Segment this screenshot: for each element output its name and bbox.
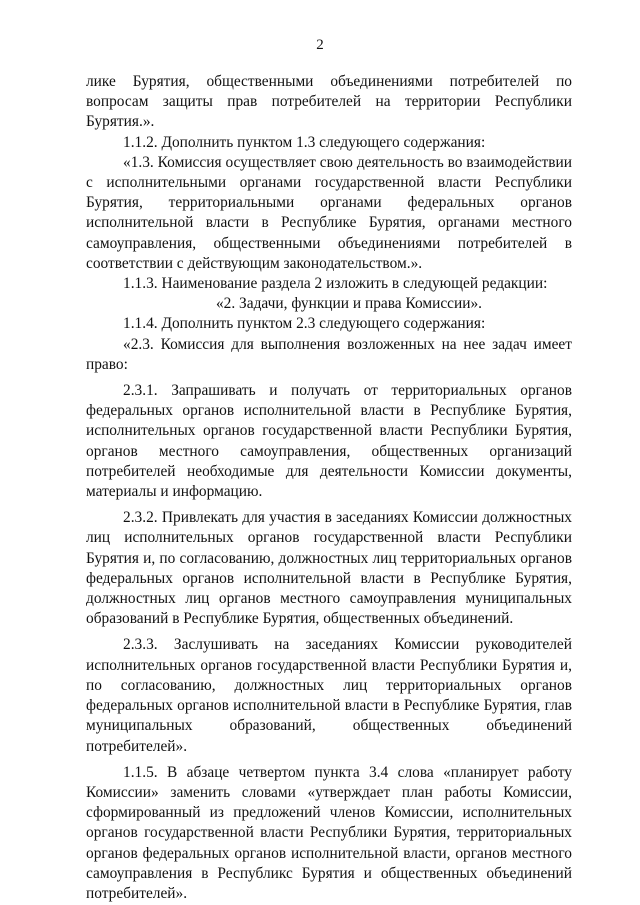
paragraph-1-1-3: 1.1.3. Наименование раздела 2 изложить в следующей редакции: [123, 275, 548, 293]
page-number: 2 [316, 37, 324, 53]
paragraph-2-3-2: 2.3.2. Привлекать для участия в заседаниях Комиссии должностных лиц исполнительных органов государственной власти Республики Бурятия и, по согласованию, должностных лиц территориальных органов федеральных органов исполнительной власти в Республике Бурятия, должностных лиц органов местного самоуправления муниципальных образований в Республике Бурятия, общественных объединений. [86, 509, 572, 628]
paragraph-1-1-2: 1.1.2. Дополнить пунктом 1.3 следующего содержания: [123, 133, 486, 151]
paragraph-2-3-1: 2.3.1. Запрашивать и получать от территориальных органов федеральных органов исполнительной власти в Республике Бурятия, исполнительных органов государственной власти Республики Бурятия, органов местного самоуправления, общественных организаций потребителей необходимые для деятельности Комиссии документы, материалы и информацию. [86, 382, 572, 501]
paragraph-continuation: лике Бурятия, общественными объединениями потребителей по вопросам защиты прав потребителей на территории Республики Бурятия.». [86, 73, 572, 131]
paragraph-2-3-quote: «2.3. Комиссия для выполнения возложенных на нее задач имеет право: [86, 335, 572, 373]
document-body [86, 72, 572, 904]
paragraph-1-1-5: 1.1.5. В абзаце четвертом пункта 3.4 слова «планирует работу Комиссии» заменить словами «утверждает план работы Комиссии, сформированный из предложений членов Комиссии, исполнительных органов государственной власти Республики Бурятия, территориальных органов федеральных органов исполнительной власти, органов местного самоуправления в Республикс Бурятия и общественных объединений потребителей». [86, 763, 572, 902]
paragraph-1-1-4: 1.1.4. Дополнить пунктом 2.3 следующего содержания: [123, 315, 486, 333]
paragraph-1-3-quote: «1.3. Комиссия осуществляет свою деятельность во взаимодействии с исполнительными органами государственной власти Республики Бурятия, территориальными органами федеральных органов исполнительной власти в Республике Бурятия, органами местного самоуправления, общественными объединениями потребителей в соответствии с действующим законодательством.». [86, 153, 572, 272]
paragraph-2-3-3: 2.3.3. Заслушивать на заседаниях Комиссии руководителей исполнительных органов государственной власти Республики Бурятия и, по согласованию, должностных лиц территориальных органов федеральных органов исполнительной власти в Республике Бурятия, глав муниципальных образований, общественных объединений потребителей». [86, 636, 572, 755]
section-2-title-quote: «2. Задачи, функции и права Комиссии». [215, 295, 483, 313]
